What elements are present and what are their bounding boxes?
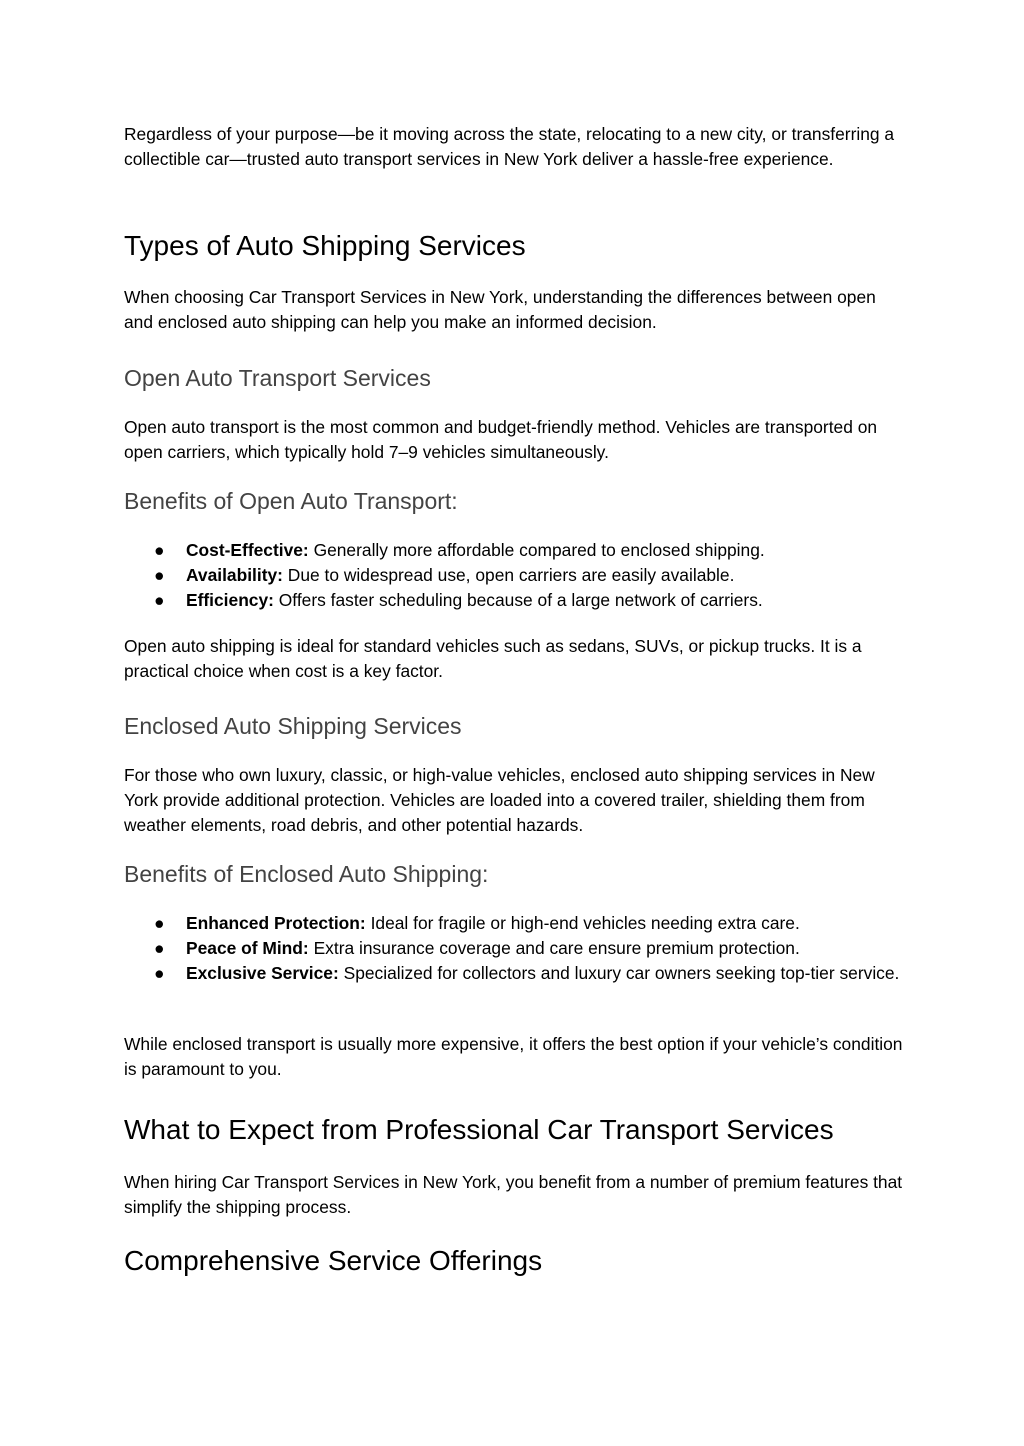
benefit-text: Ideal for fragile or high-end vehicles needing extra care. — [365, 913, 800, 933]
expect-paragraph: When hiring Car Transport Services in New York, you benefit from a number of premium features that simplify the shipping process. — [124, 1172, 903, 1217]
types-heading: Types of Auto Shipping Services — [124, 230, 526, 261]
benefit-term: Enhanced Protection: — [186, 913, 366, 933]
enclosed-benefits-list — [124, 911, 904, 986]
benefit-term: Exclusive Service: — [186, 963, 339, 983]
intro-paragraph: Regardless of your purpose—be it moving across the state, relocating to a new city, or transferring a collectible car—trusted auto transport services in New York deliver a hassle-free experience. — [124, 124, 895, 169]
list-item — [124, 538, 904, 563]
bullet-icon: ● — [154, 540, 165, 560]
enclosed-closing-paragraph: While enclosed transport is usually more expensive, it offers the best option if your vehicle’s condition is paramount to you. — [124, 1034, 903, 1079]
list-item — [124, 588, 904, 613]
list-item — [124, 911, 904, 936]
bullet-icon: ● — [154, 963, 165, 983]
comprehensive-heading: Comprehensive Service Offerings — [124, 1245, 543, 1276]
enclosed-heading: Enclosed Auto Shipping Services — [124, 713, 462, 739]
benefit-text: Specialized for collectors and luxury car owners seeking top-tier service. — [338, 963, 900, 983]
list-item — [124, 563, 904, 588]
benefit-term: Availability: — [186, 565, 283, 585]
benefit-text: Extra insurance coverage and care ensure premium protection. — [308, 938, 800, 958]
bullet-icon: ● — [154, 565, 165, 585]
open-paragraph: Open auto transport is the most common and budget-friendly method. Vehicles are transported on open carriers, which typically hold 7–9 vehicles simultaneously. — [124, 417, 878, 462]
enclosed-paragraph: For those who own luxury, classic, or high-value vehicles, enclosed auto shipping services in New York provide additional protection. Vehicles are loaded into a covered trailer, shielding them from weather elements, road debris, and other potential hazards. — [124, 765, 875, 835]
benefit-text: Due to widespread use, open carriers are easily available. — [282, 565, 735, 585]
benefit-text: Offers faster scheduling because of a large network of carriers. — [273, 590, 763, 610]
open-closing-paragraph: Open auto shipping is ideal for standard vehicles such as sedans, SUVs, or pickup trucks. It is a practical choice when cost is a key factor. — [124, 636, 862, 681]
enclosed-benefits-heading: Benefits of Enclosed Auto Shipping: — [124, 861, 489, 887]
open-heading: Open Auto Transport Services — [124, 365, 431, 391]
bullet-icon: ● — [154, 590, 165, 610]
benefit-term: Cost-Effective: — [186, 540, 309, 560]
expect-heading: What to Expect from Professional Car Transport Services — [124, 1114, 834, 1145]
open-benefits-heading: Benefits of Open Auto Transport: — [124, 488, 458, 514]
benefit-text: Generally more affordable compared to enclosed shipping. — [308, 540, 765, 560]
list-item — [124, 936, 904, 961]
types-paragraph: When choosing Car Transport Services in New York, understanding the differences between open and enclosed auto shipping can help you make an informed decision. — [124, 287, 876, 332]
benefit-term: Peace of Mind: — [186, 938, 309, 958]
open-benefits-list — [124, 538, 904, 613]
bullet-icon: ● — [154, 938, 165, 958]
list-item — [124, 961, 904, 986]
bullet-icon: ● — [154, 913, 165, 933]
benefit-term: Efficiency: — [186, 590, 274, 610]
